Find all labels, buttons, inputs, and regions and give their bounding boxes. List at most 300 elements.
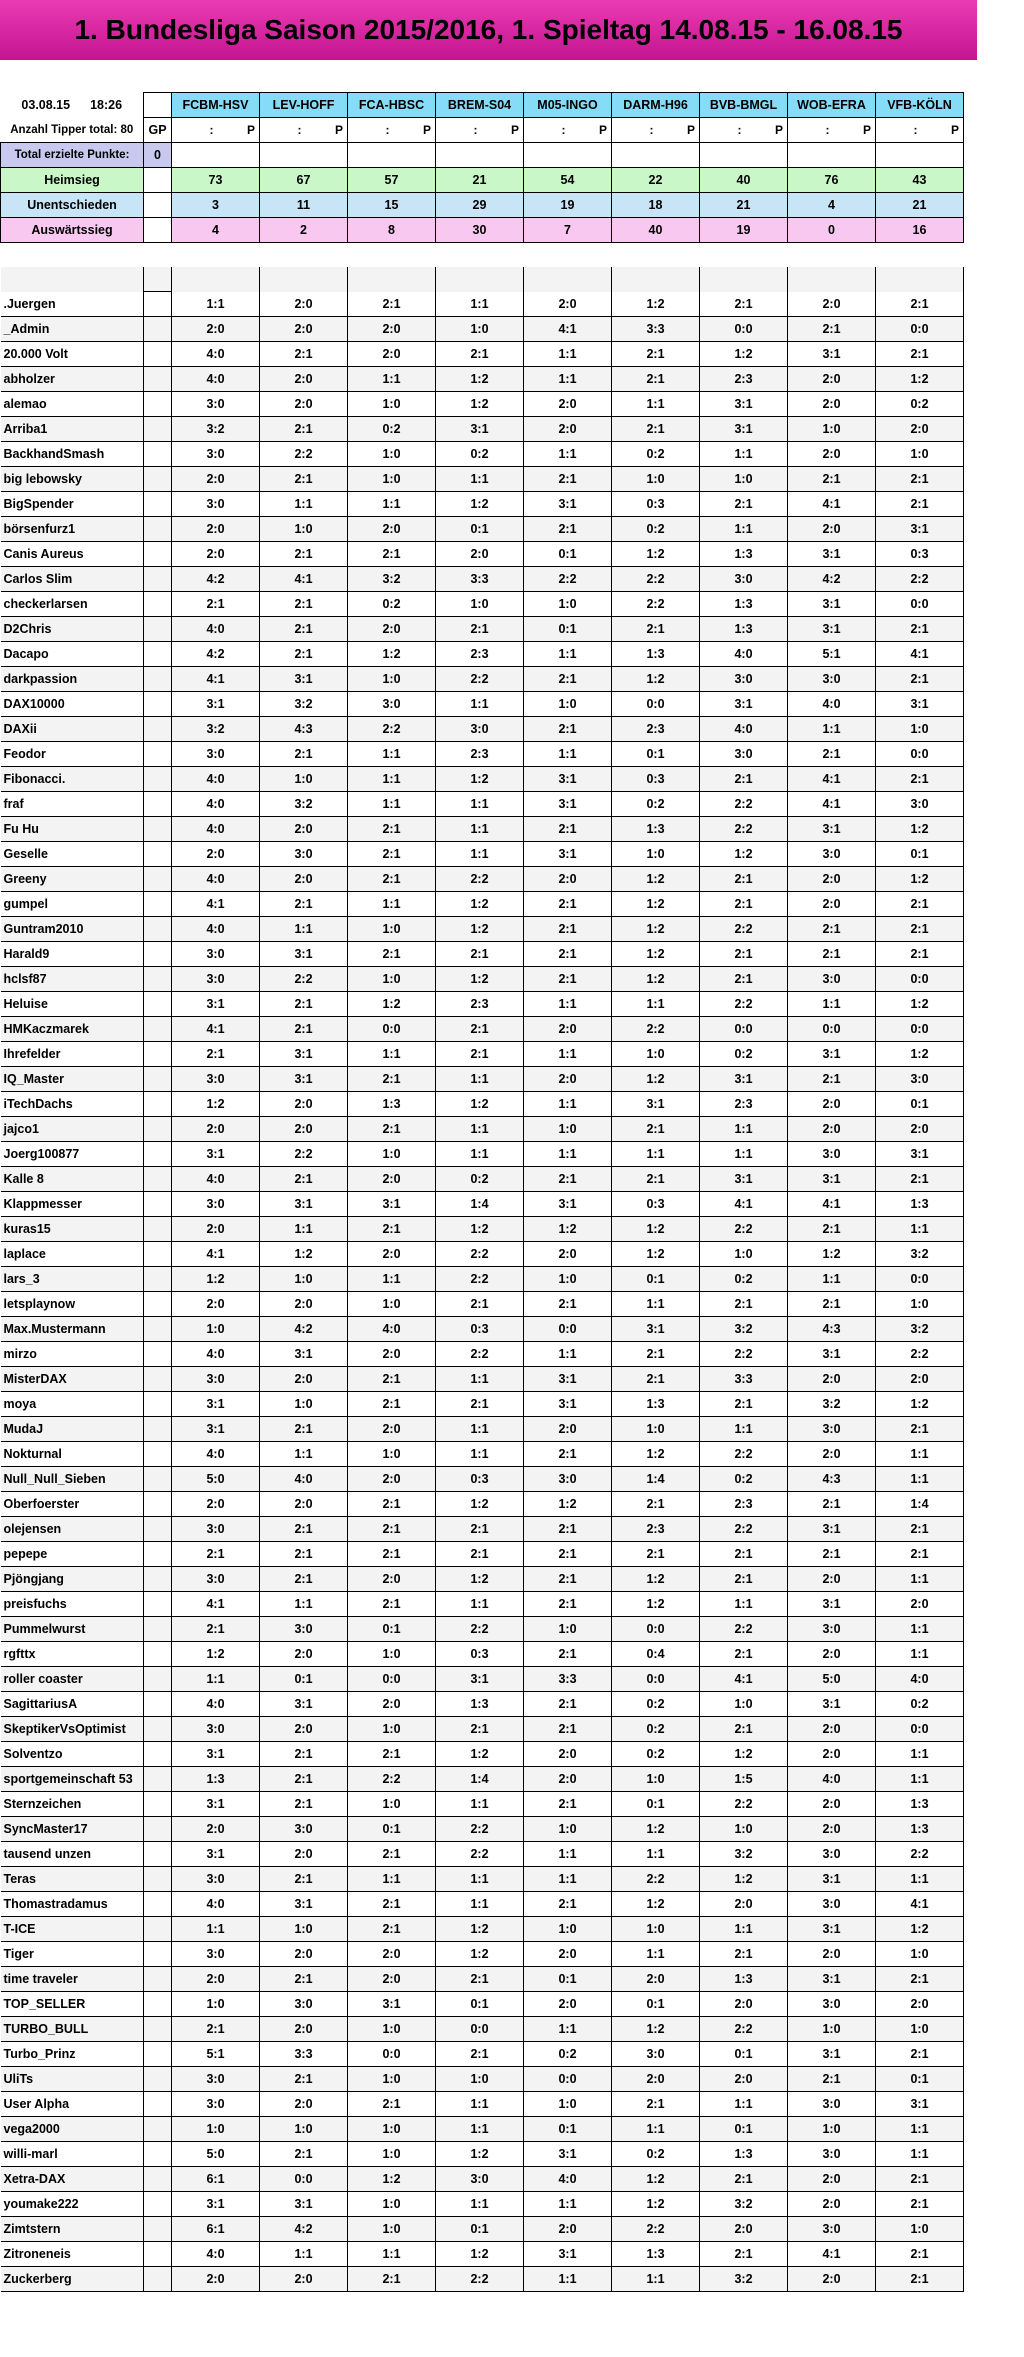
tip-cell: 2:1 [260,542,348,567]
tip-cell: 2:1 [524,1892,612,1917]
tip-cell: 3:0 [876,1067,964,1092]
tip-cell: 3:2 [700,2267,788,2292]
points-label: P [686,123,695,137]
tip-cell: 3:1 [348,1992,436,2017]
tip-cell: 1:2 [436,767,524,792]
tip-cell: 1:1 [700,1592,788,1617]
tip-cell: 2:2 [700,1617,788,1642]
tip-cell: 2:1 [348,1492,436,1517]
tip-cell: 0:0 [348,2042,436,2067]
tip-cell: 0:2 [612,517,700,542]
tip-cell: 1:3 [612,817,700,842]
tip-cell: 2:0 [788,1742,876,1767]
player-row [1,1892,964,1917]
gp-cell [144,1242,172,1267]
tip-cell: 1:2 [348,2167,436,2192]
empty-cell [172,143,260,168]
stat-value: 67 [260,168,348,193]
tip-cell: 2:2 [612,592,700,617]
player-row [1,1067,964,1092]
tip-cell: 2:0 [172,1967,260,1992]
player-name: Joerg100877 [1,1142,144,1167]
tip-cell: 1:0 [524,1117,612,1142]
tip-cell: 3:0 [700,567,788,592]
tip-cell: 2:1 [700,2242,788,2267]
tip-cell: 1:0 [348,2142,436,2167]
tip-cell: 0:0 [524,1317,612,1342]
tip-cell: 2:0 [788,1442,876,1467]
tip-cell: 0:3 [436,1642,524,1667]
player-name: sportgemeinschaft 53 [1,1767,144,1792]
gp-cell [144,1817,172,1842]
tip-cell: 2:0 [788,1567,876,1592]
tip-cell: 1:2 [436,1492,524,1517]
gp-cell [144,1867,172,1892]
player-name: Fu Hu [1,817,144,842]
tip-cell: 2:0 [172,317,260,342]
player-row [1,1517,964,1542]
tip-cell: 2:1 [348,1917,436,1942]
player-row [1,1217,964,1242]
tip-cell: 1:2 [436,1567,524,1592]
tip-cell: 4:2 [260,2217,348,2242]
player-row [1,2042,964,2067]
tip-cell: 2:0 [348,1967,436,1992]
tip-cell: 1:2 [436,367,524,392]
date-time [1,93,144,118]
tip-cell: 2:0 [524,1942,612,1967]
gp-cell [144,1167,172,1192]
tip-cell: 2:1 [524,917,612,942]
tip-cell: 2:1 [612,367,700,392]
gp-cell [144,867,172,892]
tip-cell: 2:1 [524,1717,612,1742]
tip-cell: 2:1 [436,1392,524,1417]
tip-cell: 0:3 [612,767,700,792]
tip-cell: 2:1 [524,1167,612,1192]
tip-cell: 1:0 [524,2092,612,2117]
player-name: BigSpender [1,492,144,517]
stat-value: 76 [788,168,876,193]
tip-cell: 2:0 [788,2167,876,2192]
stat-value: 18 [612,193,700,218]
player-name: SagittariusA [1,1692,144,1717]
gp-cell [144,717,172,742]
points-label: P [510,123,519,137]
player-name: iTechDachs [1,1092,144,1117]
tip-cell: 1:0 [348,917,436,942]
tip-cell: 2:0 [876,417,964,442]
tip-cell: 4:1 [700,1192,788,1217]
player-name: TURBO_BULL [1,2017,144,2042]
tip-cell: 0:0 [788,1017,876,1042]
player-name: time traveler [1,1967,144,1992]
tip-cell: 0:1 [612,1992,700,2017]
tip-cell: 2:1 [524,467,612,492]
tip-cell: 3:0 [788,1992,876,2017]
tip-cell: 4:0 [172,917,260,942]
tip-cell: 3:0 [172,742,260,767]
tip-cell: 4:3 [788,1317,876,1342]
tip-cell: 3:1 [436,417,524,442]
tip-cell: 1:1 [436,1367,524,1392]
gp-cell [144,1892,172,1917]
tip-cell: 1:2 [612,2017,700,2042]
stat-value: 57 [348,168,436,193]
tip-cell: 2:1 [788,1492,876,1517]
tip-cell: 1:0 [348,2192,436,2217]
tip-cell: 1:2 [876,817,964,842]
player-row [1,1717,964,1742]
stat-label-draw: Unentschieden [1,193,144,218]
gp-cell [144,342,172,367]
tip-cell: 1:1 [876,1642,964,1667]
player-row [1,517,964,542]
gp-cell [144,1217,172,1242]
gp-cell [144,1442,172,1467]
tip-cell: 3:0 [788,667,876,692]
tip-cell: 2:2 [700,1792,788,1817]
player-name: Arriba1 [1,417,144,442]
player-name: Solventzo [1,1742,144,1767]
gp-cell [144,367,172,392]
gp-cell [144,1692,172,1717]
tip-cell: 3:1 [700,417,788,442]
tip-cell: 2:0 [788,442,876,467]
player-row [1,917,964,942]
tip-cell: 2:1 [612,342,700,367]
tip-cell: 1:2 [876,367,964,392]
tip-cell: 2:1 [524,817,612,842]
gp-cell [144,168,172,193]
tip-cell: 1:1 [524,2017,612,2042]
match-header: LEV-HOFF [260,93,348,118]
tip-cell: 3:0 [260,1817,348,1842]
player-name: vega2000 [1,2117,144,2142]
tip-cell: 1:0 [524,1617,612,1642]
tip-cell: 1:2 [172,1092,260,1117]
tip-cell: 4:2 [260,1317,348,1342]
player-name: rgfttx [1,1642,144,1667]
gp-cell [144,1467,172,1492]
tip-cell: 2:0 [348,1242,436,1267]
tip-cell: 4:1 [876,642,964,667]
player-name: Harald9 [1,942,144,967]
tip-cell: 2:1 [172,1042,260,1067]
gp-cell [144,2092,172,2117]
tipp-table [0,92,964,2292]
tip-cell: 1:1 [348,1267,436,1292]
tip-cell: 2:1 [524,892,612,917]
player-name: .Juergen [1,292,144,317]
player-name: checkerlarsen [1,592,144,617]
tip-cell: 1:0 [260,1392,348,1417]
tip-cell: 3:3 [612,317,700,342]
tip-cell: 0:2 [612,792,700,817]
tip-cell: 1:1 [524,992,612,1017]
tip-cell: 1:3 [700,617,788,642]
tip-cell: 3:1 [172,692,260,717]
tip-cell: 1:1 [524,1042,612,1067]
tip-cell: 1:2 [700,342,788,367]
player-row [1,1367,964,1392]
tip-cell: 2:1 [876,492,964,517]
tip-cell: 3:0 [788,2217,876,2242]
tip-cell: 4:0 [172,767,260,792]
tip-cell: 2:0 [524,1417,612,1442]
gp-cell [144,2167,172,2192]
tip-cell: 3:1 [260,1042,348,1067]
tip-cell: 1:1 [612,1142,700,1167]
player-row [1,2092,964,2117]
tip-points-header [436,118,524,143]
stat-value: 19 [524,193,612,218]
gp-cell [144,218,172,243]
player-row [1,367,964,392]
player-name: Canis Aureus [1,542,144,567]
tip-cell: 1:3 [876,1192,964,1217]
spacer-cell [436,243,524,268]
tip-cell: 1:0 [260,1267,348,1292]
tip-cell: 3:1 [260,1692,348,1717]
match-header: FCA-HBSC [348,93,436,118]
spacer-cell [612,267,700,292]
tip-cell: 3:1 [876,2092,964,2117]
tip-cell: 1:2 [524,1217,612,1242]
tip-cell: 2:2 [612,1017,700,1042]
tip-cell: 2:1 [788,917,876,942]
tip-cell: 0:1 [436,517,524,542]
tip-cell: 1:2 [612,1442,700,1467]
tip-cell: 1:0 [348,2117,436,2142]
tip-cell: 2:2 [436,1267,524,1292]
tip-cell: 3:2 [260,692,348,717]
player-row [1,1867,964,1892]
tip-cell: 1:0 [788,417,876,442]
tip-cell: 3:0 [172,442,260,467]
gp-cell [144,1942,172,1967]
tip-cell: 2:0 [524,1067,612,1092]
tip-cell: 3:2 [700,1842,788,1867]
gp-cell [144,1717,172,1742]
gp-cell [144,1742,172,1767]
tip-cell: 4:0 [876,1667,964,1692]
tip-cell: 0:1 [700,2042,788,2067]
tip-cell: 2:3 [436,642,524,667]
tip-cell: 1:1 [612,2117,700,2142]
tip-cell: 1:0 [172,2117,260,2142]
gp-cell [144,1317,172,1342]
tip-cell: 2:1 [172,1542,260,1567]
tip-cell: 4:2 [172,567,260,592]
gp-cell [144,1642,172,1667]
player-name: olejensen [1,1517,144,1542]
stat-value: 54 [524,168,612,193]
tip-cell: 1:2 [260,1242,348,1267]
tip-cell: 2:0 [524,1017,612,1042]
player-row [1,942,964,967]
tip-cell: 1:1 [524,442,612,467]
tip-cell: 3:0 [172,942,260,967]
tip-cell: 1:2 [612,1592,700,1617]
tip-cell: 1:1 [436,1417,524,1442]
tip-cell: 1:0 [260,767,348,792]
tip-cell: 1:2 [612,942,700,967]
gp-cell [144,1592,172,1617]
tip-cell: 1:1 [260,492,348,517]
tip-cell: 1:1 [260,917,348,942]
tip-cell: 2:1 [788,1217,876,1242]
gp-cell [144,1367,172,1392]
spacer-cell [260,267,348,292]
tip-cell: 1:3 [612,2242,700,2267]
tip-cell: 2:1 [876,2167,964,2192]
spacer-cell [172,267,260,292]
tip-cell: 5:0 [172,1467,260,1492]
tip-cell: 1:2 [348,992,436,1017]
tip-cell: 2:0 [348,517,436,542]
tip-cell: 1:0 [436,317,524,342]
player-row [1,1492,964,1517]
tip-cell: 4:1 [788,792,876,817]
tip-cell: 0:3 [876,542,964,567]
tip-cell: 1:1 [612,2267,700,2292]
tip-points-header [524,118,612,143]
tip-cell: 3:1 [348,1192,436,1217]
points-label: P [246,123,255,137]
tip-cell: 1:0 [260,1917,348,1942]
tip-cell: 1:2 [436,917,524,942]
player-name: MisterDAX [1,1367,144,1392]
gp-cell [144,467,172,492]
tip-cell: 2:1 [260,992,348,1017]
stat-value: 4 [172,218,260,243]
tip-cell: 3:2 [700,1317,788,1342]
tip-cell: 2:0 [788,392,876,417]
player-row [1,317,964,342]
player-row [1,642,964,667]
tip-cell: 1:2 [436,1092,524,1117]
tip-cell: 1:2 [876,1917,964,1942]
player-row [1,1592,964,1617]
tip-cell: 1:1 [348,1867,436,1892]
tip-cell: 5:0 [172,2142,260,2167]
tip-cell: 2:1 [700,967,788,992]
tip-cell: 3:1 [172,1842,260,1867]
tip-cell: 1:0 [348,2017,436,2042]
tip-cell: 4:0 [172,2242,260,2267]
tip-cell: 4:1 [788,2242,876,2267]
tip-cell: 4:0 [172,342,260,367]
colon-label: : [825,123,830,137]
stat-value: 2 [260,218,348,243]
tip-cell: 2:2 [700,2017,788,2042]
tip-cell: 2:1 [876,1967,964,1992]
gp-cell [144,2042,172,2067]
stat-label-home-win: Heimsieg [1,168,144,193]
tip-cell: 1:1 [700,517,788,542]
stat-value: 16 [876,218,964,243]
tip-cell: 2:1 [260,1792,348,1817]
tip-cell: 2:1 [876,2042,964,2067]
tip-cell: 1:1 [876,1617,964,1642]
gp-cell [144,1542,172,1567]
gp-cell [144,1092,172,1117]
tip-cell: 2:2 [524,567,612,592]
tip-cell: 2:0 [700,1892,788,1917]
player-name: Greeny [1,867,144,892]
tip-cell: 1:0 [348,1792,436,1817]
tip-cell: 2:1 [348,292,436,317]
tip-cell: 1:2 [612,1892,700,1917]
tip-cell: 3:1 [524,842,612,867]
tip-points-header [260,118,348,143]
tip-cell: 2:1 [524,1592,612,1617]
tip-cell: 3:1 [700,1067,788,1092]
tip-cell: 0:3 [436,1317,524,1342]
player-row [1,967,964,992]
tip-cell: 2:0 [172,2267,260,2292]
tip-cell: 1:0 [876,1942,964,1967]
tip-cell: 1:0 [348,442,436,467]
stat-value: 11 [260,193,348,218]
tip-cell: 2:1 [524,1567,612,1592]
tip-cell: 2:1 [876,342,964,367]
gp-cell [144,1192,172,1217]
tip-cell: 2:0 [348,1567,436,1592]
tip-cell: 1:1 [436,1117,524,1142]
player-name: laplace [1,1242,144,1267]
tip-cell: 2:2 [876,1842,964,1867]
tip-cell: 4:1 [700,1667,788,1692]
tip-cell: 2:1 [700,942,788,967]
tip-cell: 4:0 [172,1692,260,1717]
tip-cell: 4:1 [788,492,876,517]
tip-cell: 4:0 [700,642,788,667]
gp-cell [144,892,172,917]
gp-cell [144,392,172,417]
tip-cell: 2:2 [700,1442,788,1467]
tip-cell: 5:1 [788,642,876,667]
empty-cell [612,143,700,168]
tip-cell: 3:0 [436,2167,524,2192]
tip-cell: 3:0 [172,1067,260,1092]
tip-cell: 1:2 [612,2167,700,2192]
tip-cell: 4:1 [876,1892,964,1917]
tip-cell: 2:1 [524,1792,612,1817]
tip-cell: 1:1 [260,1442,348,1467]
tip-cell: 0:0 [876,967,964,992]
tip-cell: 2:0 [260,1292,348,1317]
tip-cell: 1:0 [348,2217,436,2242]
tip-cell: 2:1 [260,1767,348,1792]
tip-cell: 1:1 [700,1117,788,1142]
tip-cell: 1:0 [348,1642,436,1667]
tip-cell: 2:0 [700,2217,788,2242]
player-name: HMKaczmarek [1,1017,144,1042]
match-header: WOB-EFRA [788,93,876,118]
tip-cell: 2:2 [436,1617,524,1642]
tip-cell: 1:2 [612,1067,700,1092]
gp-cell [144,567,172,592]
player-row [1,1542,964,1567]
gp-cell [144,1917,172,1942]
tip-cell: 0:2 [612,1742,700,1767]
tip-cell: 1:2 [612,1567,700,1592]
player-name: fraf [1,792,144,817]
player-name: abholzer [1,367,144,392]
tip-cell: 1:0 [260,517,348,542]
